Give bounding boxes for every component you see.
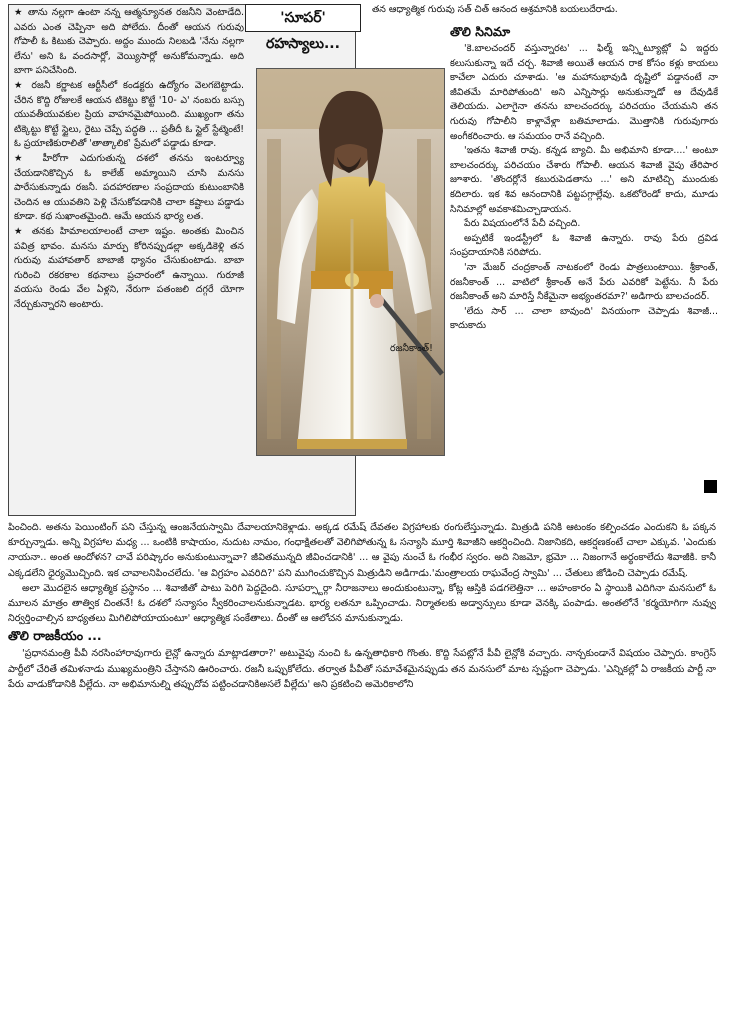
section-heading-first-film: తొలి సినిమా — [450, 24, 511, 39]
right-paragraph-3: పేరు విషయంలోనే పేచీ వచ్చింది. — [464, 218, 581, 230]
sidebar-bullet-1: ★ తాను నల్లగా ఉంటా నన్న ఆత్మన్యూనత రజనీని వెంటాడేది. ఎవరు ఎంత చెప్పినా అది పోలేదు. దీంతో ఆయన గురువు గోపాలీ ఓ కిటుకు చెప్పారు. అద్దం ముందు నిలబడి 'నేను నల్లగా లేను' అని ఓ వందసార్లో, వెయ్యిసార్లో అనుకోమన్నాడు. అది బాగా పనిచేసింది. — [14, 6, 244, 79]
right-paragraph-2: 'ఇతను శివాజీ రావు. కన్నడ బ్యాచి. మీ అభిమాని కూడా....' అంటూ బాలచందర్కు పరిచయం చేశారు గోపాలీ. ఆయన శివాజీ వైపు తేరిపార జూశారు. 'తొందర్లోనే కబురుపెడతాను ...' అని మాటిచ్చి ముందుకు కదిలారు. ఇక శివ ఆనందానికి పట్టపగ్గాల్లేవు. ఒకటోరెండో కాదు, మూడు సినిమాల్లో అవకాశమిచ్చాడాయన. — [450, 145, 718, 215]
bottom-paragraph-1: పించింది. అతను పెయింటింగ్ పని చేస్తున్న ఆంజనేయస్వామి దేవాలయానికెళ్లాడు. అక్కడ రమేష్ దేవతల విగ్రహాలకు రంగులేస్తున్నాడు. మిత్రుడి పనికి ఆటంకం కల్పించడం ఎందుకని ఓ పక్కన కూర్చున్నాడు. అన్ని విగ్రహాల మధ్య ... ఒంటికి కాషాయం, నుదుట నామం, గంధాక్షితలతో వెలిగిపోతున్న ఓ సన్యాసి మూర్తి శివాజీని ఆకర్షించింది. నిజానికది, ఆకర్షణకంటే చాలా ఎక్కువ. 'ఎందుకు నాయనా.. అంత ఆందోళన? చావే పరిష్కారం అనుకుంటున్నావా? జీవితమున్నది జీవించడానికి' ... ఆ వైపు నుంచే ఓ గంభీర స్వరం. అది నిజమో, భ్రమో ... నిజంగానే అర్థంకాలేదు శివాజీకి. కానీ ఎక్కడలేని ధైర్యమొచ్చింది. ఇక చావాలనిపించలేదు. 'ఆ విగ్రహం ఎవరిది?' పని ముగించుకొచ్చిన మిత్రుడిని అడిగాడు.'మంత్రాలయ రాఘవేంద్ర స్వామి' ... చేతులు జోడించి చెప్పాడు రమేష్. — [8, 522, 716, 579]
right-paragraph-5: 'నా మేజర్ చంద్రకాంత్ నాటకంలో రెండు పాత్రలుంటాయి. శ్రీకాంత్, రజనీకాంత్ ... వాటిలో శ్రీకాంత్ అనే పేరు ఎవరికో పెట్టేను. నీ పేరు రజనీకాంత్ అని మారిస్తే నీకేమైనా అభ్యంతరమా?' అడిగారు బాలచందర్. — [450, 261, 718, 303]
sidebar-bullet-3: ★ హీరోగా ఎదుగుతున్న దశలో తనను ఇంటర్వ్యూ చేయడానికొచ్చిన ఓ కాలేజ్ అమ్మాయిని చూసి మనసు పారేసుకున్నాడు రజనీ. పదహారణాల సంప్రదాయ కుటుంబానికి చెందిన ఆ యువతిని పెళ్లి చేసుకోవడానికి చాలా కష్టాలు పడ్డాడు కూడా. కథ సుఖాంతమైంది. ఆమే ఆయన భార్య లత. — [14, 152, 244, 225]
right-column — [372, 3, 717, 18]
section-heading-first-politics: తొలి రాజకీయం ... — [8, 628, 102, 644]
bottom-column — [8, 520, 716, 692]
right-paragraph-end: రజనీకాంత్! — [390, 342, 433, 354]
right-paragraph-6: 'లేదు సార్ ... చాలా బావుంది' వినయంగా చెప్పాడు శివాజీ... కాదుకాదు — [450, 305, 718, 332]
sidebar-bullet-4: ★ తనకు హిమాలయాలంటే చాలా ఇష్టం. అంతకు మించిన పవిత్ర భావం. మనసు మార్పు కోరినప్పుడల్లా అక్కడికెళ్లి తన గురువు మహావతార్ బాబాజీ ధ్యానం చేసుకుంటాడు. బాబా గురించి రకరకాల కథనాలు ప్రచారంలో ఉన్నాయి. గురూజీ వయసు రెండు వేల ఏళ్లని, నేరుగా పతంజలి దగ్గరే యోగా నేర్చుకున్నారని అంటారు. — [14, 225, 244, 313]
article-end-mark — [704, 480, 717, 493]
sidebar-bullet-2: ★ రజనీ కర్ణాటక ఆర్టీసీలో కండక్టరు ఉద్యోగం వెలగబెట్టాడు. చేరిన కొద్ది రోజులకే ఆయన టికెట్టు కొట్టే '10- ఎ' నంబరు బస్సు యువతీయువకుల ప్రియ వాహనమైపోయింది. ముఖ్యంగా తను టిక్కెట్టు కొట్టే స్టైలు, రైటు చెప్పే పద్ధతి ... ప్రతీదీ ఓ స్టైల్ స్టేట్మెంటే! ఓ ప్రయాణికురాలితో 'తాత్కాలిక' ప్రేమలో పడ్డాడు కూడా. — [14, 79, 244, 152]
right-paragraph-4: అప్పటికే ఇండస్ట్రీలో ఓ శివాజీ ఉన్నారు. రావు పేరు ద్రవిడ సంప్రదాయానికి సరిపోదు. — [450, 232, 718, 259]
right-intro: తన ఆధ్యాత్మిక గురువు సత్ చిత్ ఆనంద ఆశ్రమానికి బయలుదేరాడు. — [372, 4, 618, 15]
right-paragraph-1: 'కె.బాలచందర్ వస్తున్నారట' ... ఫిల్మ్ ఇన్స్టిట్యూట్లో ఏ ఇద్దరు కలుసుకున్నా ఇదే చర్చ. శివాజీ అయితే ఆయన రాక కోసం కళ్లు కాయలు కాచేలా ఎదురు చూశాడు. 'ఆ మహానుభావుడి దృష్టిలో పడ్డానంటే నా జీవితమే మారిపోతుంది' అని ఎన్నిసార్లు అనుకున్నాడో ఆ దేవుడికే తెలియదు. ఎలాగైనా తనను బాలచందర్కు పరిచయం చేయమని తన గురువు గోపాలీని కాళ్లావేళ్లా బతిమాలాడు. మొత్తానికి గురువుగారు అంగీకరించారు. ఆ సమయం రానే వచ్చింది. — [450, 43, 718, 142]
right-column-lower — [390, 22, 718, 356]
sidebar-column-top — [14, 6, 244, 312]
rajini-costume-photo — [256, 68, 445, 456]
bottom-paragraph-2: అలా మొదలైన ఆధ్యాత్మిక ప్రస్థానం ... శివాజీతో పాటు పెరిగి పెద్దదైంది. సూపర్స్టార్గా నీరాజనాలు అందుకుంటున్నా, కోట్ల ఆస్తికి పడగలెత్తినా ... అహంకారం ఏ స్థాయికి ఎదిగినా మనసులో ఓ మూలన మాత్రం తాత్విక చింతనే! ఓ దశలో సన్యాసం స్వీకరించాలనుకున్నాడట. భార్య లతనూ ఒప్పించాడు. నిర్మాతలకు అడ్వాన్సులు కూడా వెనక్కి పంపాడు. అంతలోనే 'కర్మయోగిగా నువ్వు నిర్వర్తించాల్సిన బాధ్యతలు మిగిలిపోయాయంటూ' ఆధ్యాత్మిక సంకేతాలు. దీంతో ఆ ఆలోచన మానుకున్నాడు. — [8, 582, 716, 625]
costume-illustration — [257, 69, 445, 456]
bottom-paragraph-3: 'ప్రధానమంత్రి పీవీ నరసింహారావుగారు లైన్లో ఉన్నారు మాట్లాడతారా?' అటువైపు నుంచి ఓ ఉన్నతాధికారి గొంతు. కొద్ది సేపట్లోనే పీవీ లైన్లోకి వచ్చారు. నాన్చకుండానే విషయం చెప్పారు. కాంగ్రెస్ పార్టీలో చేరితే తమిళనాడు ముఖ్యమంత్రిని చేస్తానని ఊరించారు. రజనీ ఒప్పుకోలేదు. తర్వాత పీవీతో సమావేశమైనప్పుడు తన మనసులో మాట స్పష్టంగా చెప్పాడు. 'ఎన్నికల్లో ఏ రాజకీయ పార్టీ నా పేరు వాడుకోడానికి వీల్లేదు. నా అభిమానుల్ని తప్పుదోవ పట్టించడానికిఅసలే వీల్లేదు' అని ప్రకటించి అమెరికాలోని — [8, 648, 716, 690]
article-title: 'సూపర్' రహస్యాలు... — [245, 4, 361, 32]
